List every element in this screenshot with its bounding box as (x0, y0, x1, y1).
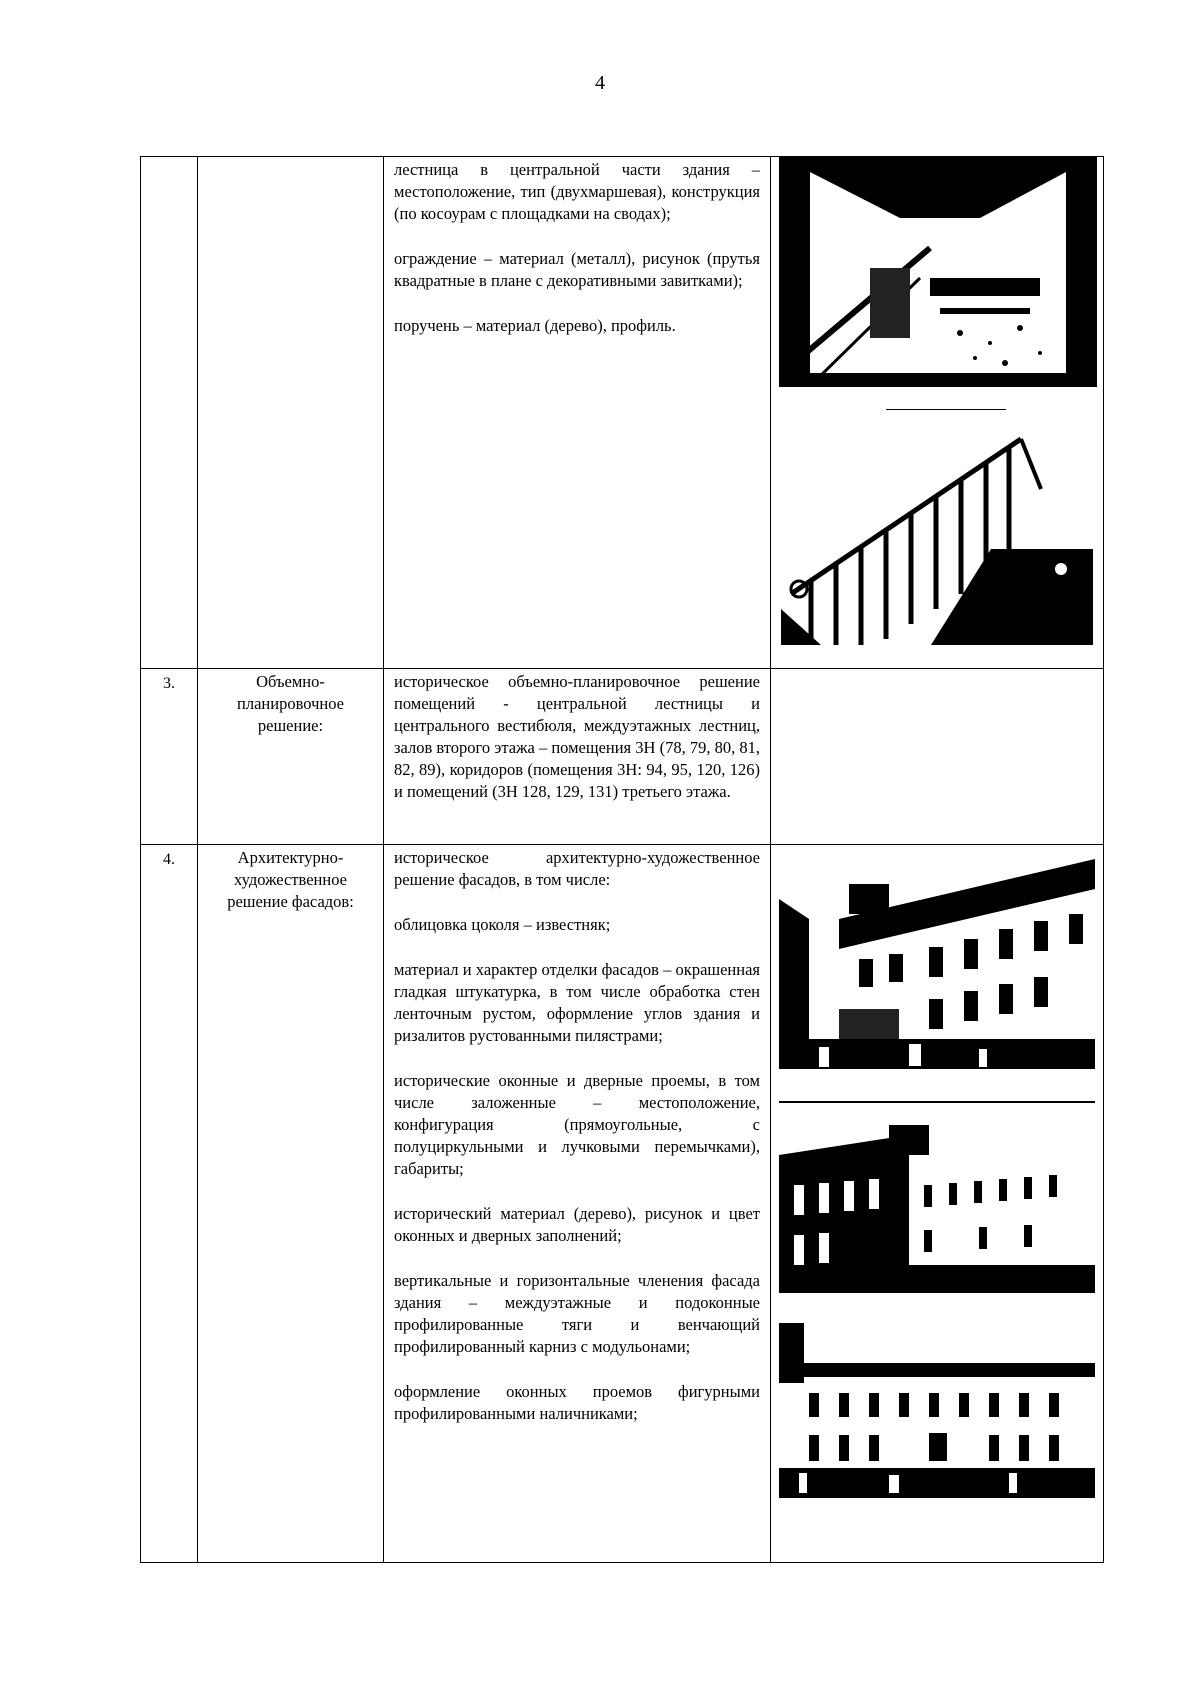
description-paragraph: материал и характер отделки фасадов – окрашенная гладкая штукатурка, в том числе обработка стен ленточным рустом, оформление углов здания и ризалитов рустованными пилястрами; (394, 960, 760, 1045)
table-row (141, 157, 1104, 669)
row-description (384, 845, 771, 1563)
description-paragraph: оформление оконных проемов фигурными профилированными наличниками; (394, 1382, 760, 1423)
photo-cell (771, 669, 1104, 845)
description-paragraph: исторический материал (дерево), рисунок и цвет оконных и дверных заполнений; (394, 1204, 760, 1245)
description-paragraph: вертикальные и горизонтальные членения фасада здания – междуэтажные и подоконные профилированные тяги и венчающий профилированный карниз с модульонами; (394, 1271, 760, 1356)
description-paragraph: ограждение – материал (металл), рисунок (прутья квадратные в плане с декоративными завитками); (394, 249, 760, 290)
description-paragraph: поручень – материал (дерево), профиль. (394, 316, 676, 335)
row-description (384, 157, 771, 669)
railing-photo (781, 419, 1093, 645)
row-number: 3. (141, 669, 198, 845)
row-title: Объемно-планировочное решение: (198, 669, 384, 845)
facade-photo (779, 1323, 1095, 1498)
row-title (198, 157, 384, 669)
description-paragraph: лестница в центральной части здания – местоположение, тип (двухмаршевая), конструкция (по косоурам с площадками на сводах); (394, 160, 760, 223)
page-number: 4 (595, 72, 605, 94)
row-title: Архитектурно-художественное решение фасадов: (198, 845, 384, 1563)
row-number (141, 157, 198, 669)
description-paragraph: исторические оконные и дверные проемы, в том числе заложенные – местоположение, конфигурация (прямоугольные, с полуциркульными и лучковыми перемычками), габариты; (394, 1071, 760, 1178)
table-row (141, 669, 1104, 845)
description-paragraph: облицовка цоколя – известняк; (394, 915, 611, 934)
divider (779, 1101, 1095, 1103)
divider (886, 409, 1006, 410)
row-number: 4. (141, 845, 198, 1563)
description-paragraph: историческое архитектурно-художественное решение фасадов, в том числе: (394, 848, 760, 889)
facade-photo (779, 859, 1095, 1087)
description-paragraph: историческое объемно-планировочное решение помещений - центральной лестницы и центрального вестибюля, междуэтажных лестниц, залов второго этажа – помещения 3Н (78, 79, 80, 81, 82, 89), коридоров (помещения 3Н: 94, 95, 120, 126) и помещений (3Н 128, 129, 131) третьего этажа. (394, 672, 760, 801)
row-description (384, 669, 771, 845)
photo-cell (771, 845, 1104, 1563)
heritage-table (140, 156, 1103, 1563)
staircase-photo (779, 157, 1097, 387)
facade-photo (779, 1115, 1095, 1293)
table-row (141, 845, 1104, 1563)
photo-cell (771, 157, 1104, 669)
